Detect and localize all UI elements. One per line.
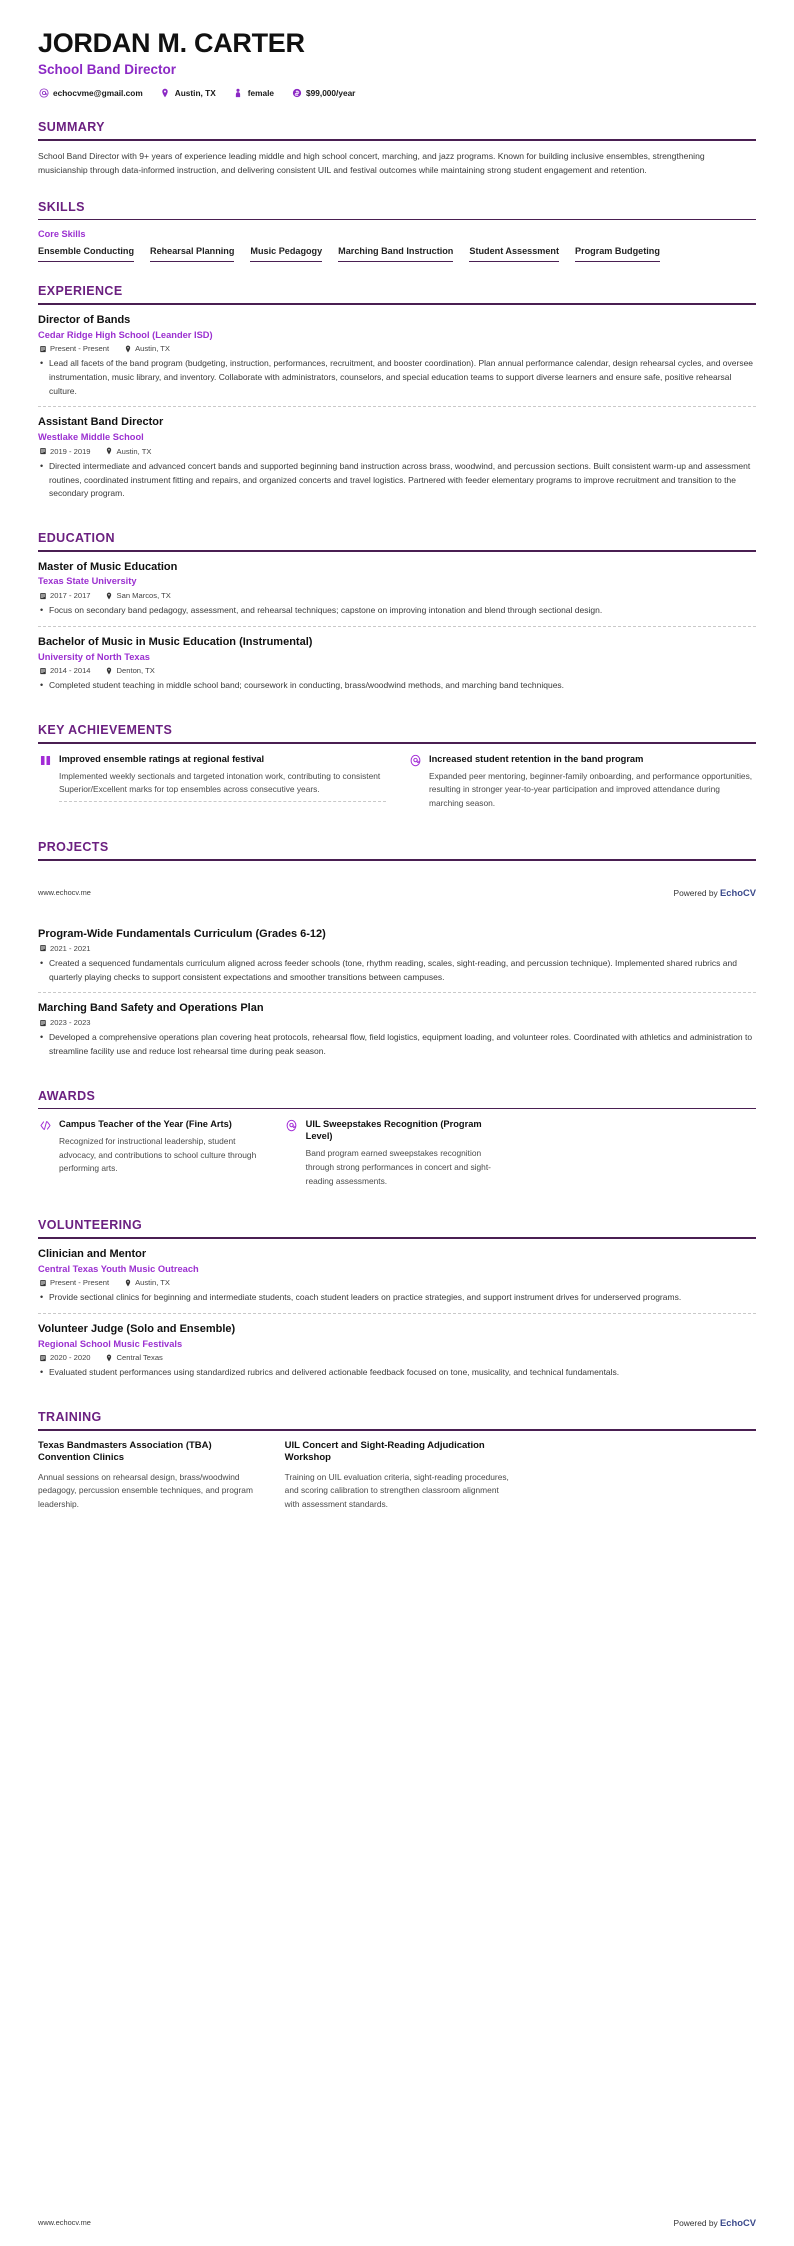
salary-icon: [291, 87, 302, 98]
achievement-description: Implemented weekly sectionals and targeted intonation work, contributing to consistent Superior/Excellent marks for top ensembles across consecutive years.: [59, 770, 381, 795]
entry-dates: [38, 1353, 91, 1362]
section-divider: [38, 303, 756, 305]
education-entry: [38, 626, 756, 701]
skills-list: [38, 246, 756, 262]
location-pin-icon: [105, 1353, 114, 1362]
at-target-icon: [408, 754, 422, 768]
skill-item: Student Assessment: [469, 246, 559, 262]
section-divider: [38, 1429, 756, 1431]
experience-heading: EXPERIENCE: [38, 284, 123, 299]
achievement-body: [429, 753, 756, 811]
entry-meta: [38, 447, 756, 456]
at-target-icon: [285, 1119, 299, 1133]
entry-dates: [38, 447, 91, 456]
volunteering-entry: [38, 1313, 756, 1388]
entry-dates-text: 2014 - 2014: [50, 666, 91, 676]
section-experience: [38, 284, 756, 509]
training-heading: TRAINING: [38, 1410, 102, 1424]
section-skills: [38, 200, 756, 263]
achievement-card: [38, 753, 386, 819]
bullet-item: • Lead all facets of the band program (budgeting, instruction, performances, recruitment, and booster coordination). Plan annual performance calendar, design rehearsal cycles, and oversee instrumentation, music library, and inventory. Collaborate with administrators, counselors, and special education teams to support diverse learners and ensure safe, positive rehearsal culture.: [49, 357, 756, 398]
code-brackets-icon: [38, 1119, 52, 1133]
experience-entry: [38, 314, 756, 407]
entry-dates-text: 2019 - 2019: [50, 446, 91, 456]
bullet-item: • Completed student teaching in middle school band; coursework in conducting, brass/woodwind methods, and marching band techniques.: [49, 679, 756, 693]
entry-bullets: [38, 957, 756, 985]
card-divider: [59, 801, 386, 802]
award-body: [59, 1118, 263, 1188]
entry-meta: [38, 1278, 756, 1287]
entry-location-text: Central Texas: [116, 1353, 163, 1363]
job-title: School Band Director: [38, 62, 177, 78]
contact-location: [160, 87, 216, 98]
entry-location-text: Austin, TX: [116, 446, 152, 456]
entry-dates: [38, 591, 91, 600]
entry-title: Volunteer Judge (Solo and Ensemble): [38, 1322, 236, 1335]
contact-email-text: echocvme@gmail.com: [53, 87, 143, 98]
footer-powered-by-text: Powered by: [673, 2218, 718, 2228]
entry-title: Master of Music Education: [38, 560, 178, 573]
footer-site-url[interactable]: www.echocv.me: [38, 888, 91, 898]
footer-brand: [673, 887, 756, 898]
skill-item: Ensemble Conducting: [38, 246, 134, 262]
person-icon: [233, 87, 244, 98]
achievement-title: Improved ensemble ratings at regional festival: [59, 753, 265, 764]
entry-location: [105, 447, 152, 456]
section-projects: [38, 840, 756, 861]
entry-bullets: [38, 1031, 756, 1059]
entry-title: Clinician and Mentor: [38, 1247, 147, 1260]
email-icon: [38, 87, 49, 98]
award-card-empty: [531, 1118, 756, 1196]
awards-heading: AWARDS: [38, 1088, 96, 1103]
training-card: [285, 1440, 510, 1518]
calendar-icon: [38, 944, 47, 953]
section-divider: [38, 219, 756, 221]
entry-bullets: [38, 604, 756, 618]
section-key-achievements: [38, 723, 756, 819]
contact-gender: [233, 87, 274, 98]
contact-row: [38, 87, 756, 98]
volunteering-heading: VOLUNTEERING: [38, 1218, 143, 1233]
award-card: [38, 1118, 263, 1196]
entry-title: Marching Band Safety and Operations Plan: [38, 1002, 264, 1015]
training-title: UIL Concert and Sight-Reading Adjudication Workshop: [284, 1439, 485, 1464]
entry-location-text: Denton, TX: [116, 666, 155, 676]
section-divider: [38, 550, 756, 552]
award-body: [306, 1118, 510, 1188]
section-divider: [38, 1108, 756, 1110]
entry-dates-text: 2020 - 2020: [50, 1353, 91, 1363]
location-pin-icon: [105, 666, 114, 675]
award-title: UIL Sweepstakes Recognition (Program Level): [305, 1119, 482, 1142]
footer-site-url[interactable]: www.echocv.me: [38, 2218, 91, 2227]
achievements-grid: [38, 753, 756, 819]
location-pin-icon: [123, 344, 132, 353]
calendar-icon: [38, 1353, 47, 1362]
section-education: [38, 531, 756, 701]
entry-title: Bachelor of Music in Music Education (Instrumental): [38, 635, 313, 648]
entry-dates-text: Present - Present: [50, 1278, 110, 1288]
footer-brand-name: EchoCV: [720, 887, 756, 899]
achievement-body: [59, 753, 386, 811]
awards-grid: [38, 1118, 756, 1196]
award-description: Band program earned sweepstakes recognition through strong performances in concert and sight-reading assessments.: [305, 1148, 491, 1186]
entry-dates: [38, 344, 109, 353]
education-entry: [38, 561, 756, 626]
section-volunteering: [38, 1218, 756, 1388]
entry-dates-text: 2023 - 2023: [50, 1018, 91, 1028]
skills-heading: SKILLS: [38, 199, 85, 214]
footer-powered-by-text: Powered by: [673, 888, 718, 899]
bullet-item: • Evaluated student performances using standardized rubrics and delivered actionable feedback focused on tone, musicality, and technical fundamentals.: [49, 1366, 756, 1380]
entry-dates-text: 2017 - 2017: [50, 591, 91, 601]
project-entry: [38, 928, 756, 992]
section-training: [38, 1410, 756, 1517]
entry-organization: Regional School Music Festivals: [38, 1338, 183, 1349]
summary-text: School Band Director with 9+ years of experience leading middle and high school concert, marching, and jazz programs. Known for building inclusive ensembles, strengthening musicianship through data-informed instruction, and delivering consistent UIL and festival outcomes while maintaining strong student engagement and retention.: [38, 150, 705, 175]
contact-location-text: Austin, TX: [174, 87, 216, 98]
entry-location-text: Austin, TX: [135, 1278, 170, 1288]
entry-meta: [38, 1353, 756, 1362]
contact-salary-text: $99,000/year: [306, 87, 356, 98]
contact-email[interactable]: [38, 87, 143, 98]
entry-dates-text: Present - Present: [50, 344, 110, 354]
calendar-icon: [38, 591, 47, 600]
entry-bullets: [38, 679, 756, 693]
entry-meta: [38, 1018, 756, 1027]
entry-location: [105, 591, 171, 600]
entry-organization: University of North Texas: [38, 651, 150, 662]
section-awards: [38, 1089, 756, 1197]
entry-location: [123, 344, 170, 353]
calendar-icon: [38, 447, 47, 456]
bullet-item: • Directed intermediate and advanced concert bands and supported beginning band instruction across brass, woodwind, and percussion sections. Built consistent warm-up and assessment routines, coordinated instrument fitting and repairs, and organized concerts and travel logistics. Partnered with feeder elementary programs to improve recruitment and transition to the secondary program.: [49, 460, 756, 501]
calendar-icon: [38, 1278, 47, 1287]
training-description: Annual sessions on rehearsal design, brass/woodwind pedagogy, percussion ensemble techniques, and program leadership.: [38, 1471, 253, 1509]
location-pin-icon: [160, 87, 171, 98]
achievement-title: Increased student retention in the band program: [429, 753, 644, 764]
bullet-item: • Created a sequenced fundamentals curriculum aligned across feeder schools (tone, rhythm reading, scales, sight-reading, and percussion technique). Implemented shared rubrics and quarterly playing checks to support consistent expectations and smoother transitions between campuses.: [49, 957, 756, 985]
calendar-icon: [38, 1018, 47, 1027]
award-description: Recognized for instructional leadership, student advocacy, and contributions to school culture through performing arts.: [59, 1136, 257, 1174]
page-footer-bottom: [0, 2217, 794, 2228]
project-entry: [38, 992, 756, 1066]
section-divider: [38, 859, 756, 861]
training-description: Training on UIL evaluation criteria, sight-reading procedures, and scoring calibration to strengthen classroom alignment with assessment standards.: [284, 1471, 509, 1509]
achievement-description: Expanded peer mentoring, beginner-family onboarding, and performance opportunities, resulting in stronger year-to-year participation and improved attendance during marching season.: [429, 770, 753, 808]
projects-entries: [38, 928, 756, 1067]
skill-item: Music Pedagogy: [250, 246, 322, 262]
section-divider: [38, 1237, 756, 1239]
bullet-item: • Provide sectional clinics for beginning and intermediate students, coach student leaders on practice strategies, and support instrument drives for underserved programs.: [49, 1291, 756, 1305]
award-title: Campus Teacher of the Year (Fine Arts): [59, 1119, 232, 1130]
bullet-item: • Developed a comprehensive operations plan covering heat protocols, rehearsal flow, field logistics, equipment loading, and volunteer roles. Coordinated with athletics and administration to streamline facility use and reduce lost rehearsal time during peak season.: [49, 1031, 756, 1059]
entry-bullets: [38, 460, 756, 501]
book-columns-icon: [38, 754, 52, 768]
section-summary: [38, 120, 756, 177]
projects-heading: PROJECTS: [38, 840, 109, 855]
training-title: Texas Bandmasters Association (TBA) Convention Clinics: [38, 1439, 212, 1464]
calendar-icon: [38, 344, 47, 353]
entry-dates-text: 2021 - 2021: [50, 943, 91, 953]
entry-dates: [38, 666, 91, 675]
entry-meta: [38, 944, 756, 953]
entry-meta: [38, 666, 756, 675]
education-heading: EDUCATION: [38, 531, 115, 546]
training-card-empty: [531, 1440, 756, 1518]
skills-group-label: Core Skills: [38, 229, 86, 240]
skill-item: Program Budgeting: [575, 246, 660, 262]
footer-brand-name: EchoCV: [720, 2217, 756, 2228]
award-card: [285, 1118, 510, 1196]
location-pin-icon: [105, 591, 114, 600]
entry-dates: [38, 1278, 109, 1287]
entry-location: [105, 666, 155, 675]
summary-heading: SUMMARY: [38, 120, 105, 135]
resume-header: [38, 0, 756, 98]
section-divider: [38, 139, 756, 141]
section-divider: [38, 742, 756, 744]
training-card: [38, 1440, 263, 1518]
training-grid: [38, 1440, 756, 1518]
entry-title: Director of Bands: [38, 313, 131, 326]
entry-location: [123, 1278, 170, 1287]
contact-salary: [291, 87, 355, 98]
entry-meta: [38, 344, 756, 353]
entry-organization: Westlake Middle School: [38, 432, 144, 443]
achievement-card: [408, 753, 756, 819]
entry-dates: [38, 1018, 91, 1027]
achievements-heading: KEY ACHIEVEMENTS: [38, 722, 173, 737]
contact-gender-text: female: [247, 87, 275, 98]
page-footer-mid: [0, 887, 794, 898]
entry-organization: Central Texas Youth Music Outreach: [38, 1263, 199, 1274]
skill-item: Rehearsal Planning: [150, 246, 234, 262]
entry-dates: [38, 944, 91, 953]
entry-organization: Texas State University: [38, 576, 137, 587]
entry-title: Assistant Band Director: [38, 416, 164, 429]
entry-organization: Cedar Ridge High School (Leander ISD): [38, 329, 213, 340]
footer-brand: [673, 2217, 756, 2228]
experience-entry: [38, 406, 756, 509]
location-pin-icon: [123, 1278, 132, 1287]
bullet-item: • Focus on secondary band pedagogy, assessment, and rehearsal techniques; capstone on improving intonation and blend through sectional design.: [49, 604, 756, 618]
page-title: JORDAN M. CARTER: [38, 28, 305, 58]
entry-title: Program-Wide Fundamentals Curriculum (Grades 6-12): [38, 928, 326, 941]
entry-bullets: [38, 357, 756, 398]
entry-meta: [38, 591, 756, 600]
skill-item: Marching Band Instruction: [338, 246, 453, 262]
entry-location-text: San Marcos, TX: [116, 591, 171, 601]
volunteering-entry: [38, 1248, 756, 1313]
entry-location-text: Austin, TX: [135, 344, 170, 354]
calendar-icon: [38, 666, 47, 675]
entry-location: [105, 1353, 163, 1362]
entry-bullets: [38, 1366, 756, 1380]
entry-bullets: [38, 1291, 756, 1305]
location-pin-icon: [105, 447, 114, 456]
